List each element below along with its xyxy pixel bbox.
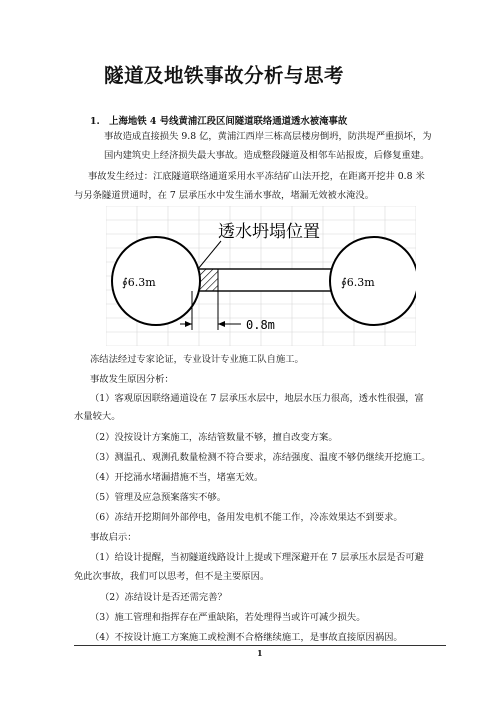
footer-rule [74, 645, 446, 646]
tunnel-diagram [106, 206, 416, 346]
cause-item: （6）冻结开挖期间外部停电，备用发电机不能工作，冷冻效果达不到要求。 [90, 512, 403, 523]
lesson-item: （3）施工管理和指挥存在严重缺陷，若处理得当或许可减少损失。 [90, 612, 366, 623]
lesson-item: （1）给设计提醒，当初隧道线路设计上提或下理深避开在 7 层承压水层是否可避 [90, 552, 424, 563]
paragraph-line: 冻结法经过专家论证，专业设计专业施工队自施工。 [90, 354, 304, 365]
left-tunnel-diameter: ∮6.3m [122, 276, 156, 289]
paragraph-line: 事故发生经过：江底隧道联络通道采用水平冻结矿山法开挖，在距离开挖井 0.8 米 [88, 171, 425, 182]
paragraph-line: 与另条隧道贯通时，在 7 层承压水中发生涌水事故，堵漏无效被水淹没。 [74, 190, 375, 201]
lesson-item: （2）冻结设计是否还需完善？ [100, 592, 227, 603]
page-number: 1 [257, 648, 263, 658]
section-heading: 1. 上海地铁 4 号线黄浦江段区间隧道联络通道透水被淹事故 [90, 116, 348, 127]
lessons-heading: 事故启示： [90, 532, 137, 543]
document-title: 隧道及地铁事故分析与思考 [104, 64, 345, 87]
cause-item: （3）测温孔、观测孔数量检测不符合要求，冻结强度、温度不够仍继续开挖施工。 [90, 452, 431, 463]
paragraph-line: 国内建筑史上经济损失最大事故。造成整段隧道及相邻车站报废，后修复重建。 [104, 150, 430, 161]
cause-item: （4）开挖涌水堵漏措施不当，堵塞无效。 [90, 472, 264, 483]
lesson-item-cont: 免此次事故，我们可以思考，但不是主要原因。 [74, 571, 270, 582]
right-tunnel-diameter: ∮6.3m [341, 276, 375, 289]
causes-heading: 事故发生原因分析： [90, 374, 174, 385]
dimension-arrowhead [218, 321, 225, 327]
cause-item: （5）管理及应急预案落实不够。 [90, 492, 227, 503]
leader-line [198, 241, 221, 269]
collapse-label: 透水坍塌位置 [218, 222, 320, 242]
cause-item-cont: 水量较大。 [74, 411, 121, 422]
distance-label: 0.8m [246, 318, 275, 332]
lesson-item: （4）不按设计施工方案施工或检测不合格继续施工，是事故直接原因祸因。 [90, 632, 403, 643]
dimension-arrowhead [185, 321, 192, 327]
cause-item: （2）没按设计方案施工，冻结管数量不够，擅自改变方案。 [90, 432, 338, 443]
cause-item: （1）客观原因联络通道设在 7 层承压水层中，地层水压力很高，透水性很强，富 [90, 393, 424, 404]
paragraph-line: 事故造成直接损失 9.8 亿，黄浦江西岸三栋高层楼房倒坍，防洪堤严重损坏，为 [104, 131, 432, 142]
